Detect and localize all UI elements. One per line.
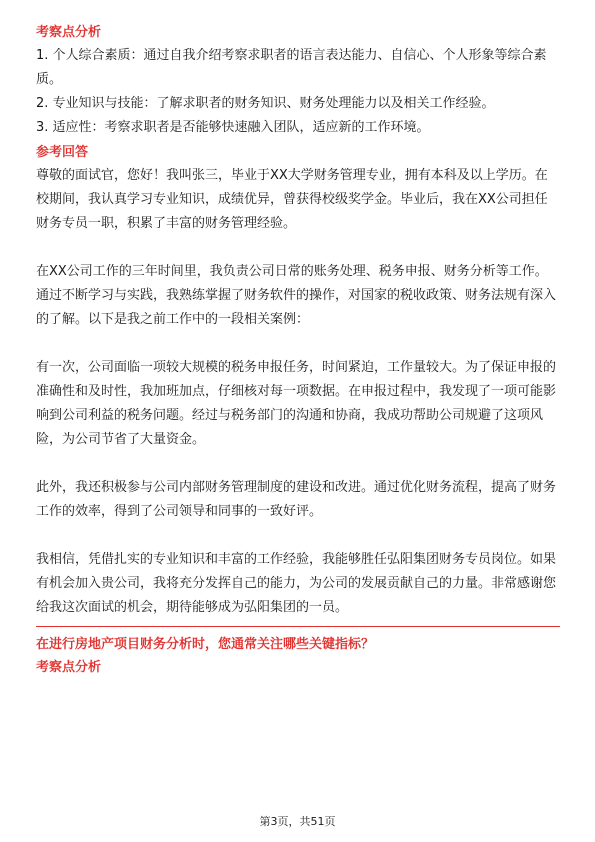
answer-paragraph: 我相信，凭借扎实的专业知识和丰富的工作经验，我能够胜任弘阳集团财务专员岗位。如果有机会加入贵公司，我将充分发挥自己的能力，为公司的发展贡献自己的力量。非常感谢您给我这次面试的机会，期待能够成为弘阳集团的一员。: [36, 552, 557, 615]
page-content: [36, 22, 560, 679]
paragraph-gap: [36, 236, 560, 260]
page-number: 第3页，共51页: [259, 815, 336, 828]
answer-paragraph: 在XX公司工作的三年时间里，我负责公司日常的账务处理、税务申报、财务分析等工作。通过不断学习与实践，我熟练掌握了财务软件的操作，对国家的税收政策、财务法规有深入的了解。以下是我之前工作中的一段相关案例：: [36, 264, 557, 327]
analysis-point: 3. 适应性：考察求职者是否能够快速融入团队，适应新的工作环境。: [36, 120, 430, 135]
answer-paragraph: 尊敬的面试官，您好！我叫张三，毕业于XX大学财务管理专业，拥有本科及以上学历。在校期间，我认真学习专业知识，成绩优异，曾获得校级奖学金。毕业后，我在XX公司担任财务专员一职，积累了丰富的财务管理经验。: [36, 168, 548, 231]
analysis-heading: 考察点分析: [36, 25, 102, 40]
analysis-point: 1. 个人综合素质：通过自我介绍考察求职者的语言表达能力、自信心、个人形象等综合素质。: [36, 48, 547, 87]
section-divider: [36, 626, 560, 627]
answer-paragraph: 有一次，公司面临一项较大规模的税务申报任务，时间紧迫，工作量较大。为了保证申报的准确性和及时性，我加班加点，仔细核对每一项数据。在申报过程中，我发现了一项可能影响到公司利益的税务问题。经过与税务部门的沟通和协商，我成功帮助公司规避了这项风险，为公司节省了大量资金。: [36, 360, 557, 447]
paragraph-gap: [36, 524, 560, 548]
answer-paragraph: 此外，我还积极参与公司内部财务管理制度的建设和改进。通过优化财务流程，提高了财务工作的效率，得到了公司领导和同事的一致好评。: [36, 480, 557, 519]
paragraph-gap: [36, 332, 560, 356]
analysis-point: 2. 专业知识与技能：了解求职者的财务知识、财务处理能力以及相关工作经验。: [36, 96, 495, 111]
answer-heading: 参考回答: [36, 145, 89, 160]
paragraph-gap: [36, 452, 560, 476]
next-analysis-heading: 考察点分析: [36, 660, 102, 675]
next-question: 在进行房地产项目财务分析时，您通常关注哪些关键指标？: [36, 637, 375, 652]
